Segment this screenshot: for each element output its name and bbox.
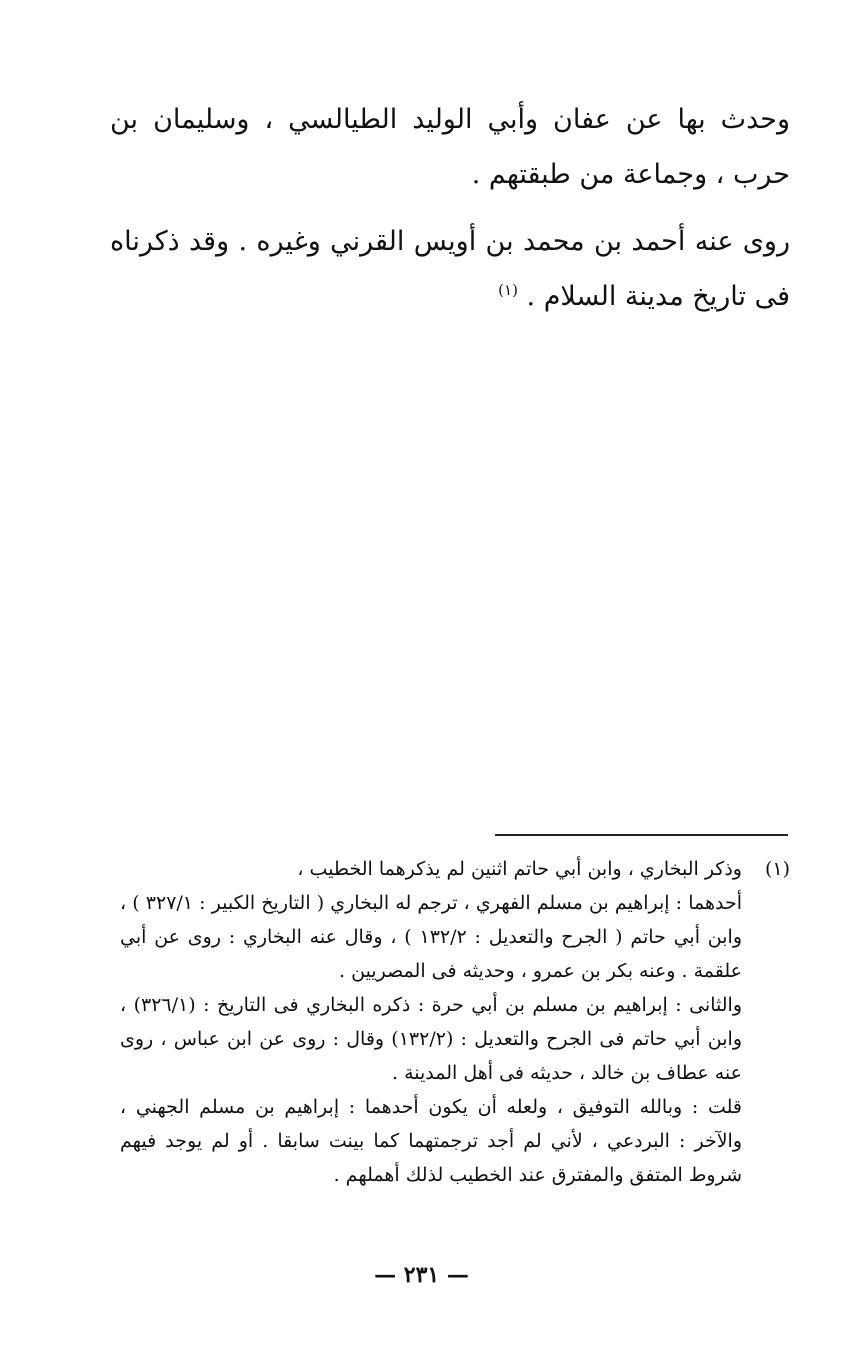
main-text — [110, 92, 790, 336]
footnote-entry — [120, 852, 790, 886]
main-paragraph-1-text: وحدث بها عن عفان وأبي الوليد الطيالسي ، وسليمان بن حرب ، وجماعة من طبقتهم . — [110, 104, 790, 190]
main-paragraph-1 — [110, 92, 790, 202]
footnote-paragraph-2: والثانى : إبراهيم بن مسلم بن أبي حرة : ذكره البخاري فى التاريخ : (٣٢٦/١) ، وابن أبي حاتم فى الجرح والتعديل : (١٣٢/٢) وقال : روى عن ابن عباس ، روى عنه عطاف بن خالد ، حديثه فى أهل المدينة . — [120, 994, 742, 1084]
footnote-number: (١) — [764, 858, 790, 880]
footnote-paragraph-1: أحدهما : إبراهيم بن مسلم الفهري ، ترجم له البخاري ( التاريخ الكبير : ٣٢٧/١ ) ، وابن أبي حاتم ( الجرح والتعديل : ١٣٢/٢ ) ، وقال عنه البخاري : روى عن أبي علقمة . وعنه بكر بن عمرو ، وحديثه فى المصريين . — [120, 892, 742, 982]
page-number: — ٢٣١ — — [374, 1262, 469, 1288]
footnotes — [120, 852, 790, 1192]
footnote-paragraph-3: قلت : وبالله التوفيق ، ولعله أن يكون أحدهما : إبراهيم بن مسلم الجهني ، والآخر : البردعي ، لأني لم أجد ترجمتهما كما بينت سابقا . أو لم يوجد فيهم شروط المتفق والمفترق عند الخطيب لذلك أهملهم . — [120, 1096, 742, 1186]
footnote-reference[interactable]: (١) — [498, 281, 518, 299]
footnote-separator — [495, 834, 788, 836]
main-paragraph-2 — [110, 214, 790, 324]
main-paragraph-2-text: روى عنه أحمد بن محمد بن أويس القرني وغيره . وقد ذكرناه فى تاريخ مدينة السلام . — [110, 226, 790, 312]
footnote-intro: وذكر البخاري ، وابن أبي حاتم اثنين لم يذكرهما الخطيب ، — [297, 858, 742, 880]
